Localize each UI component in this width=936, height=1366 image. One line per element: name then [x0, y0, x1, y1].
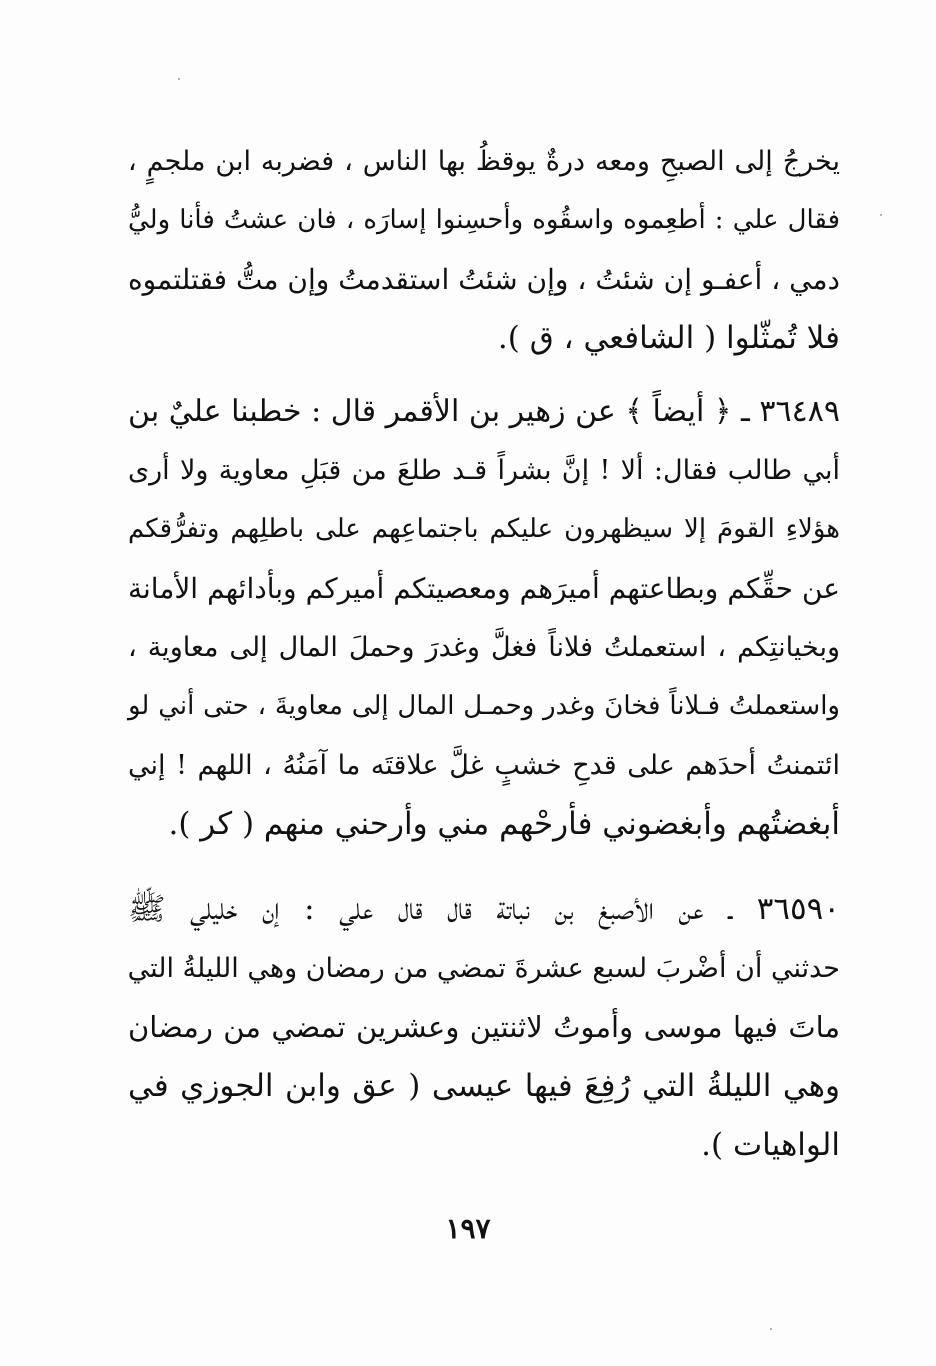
scan-speck [770, 1328, 772, 1330]
text-line: أبي طالب فقال: ألا ! إنَّ بشراً قـد طلعَ من قبَلِ معاوية ولا أرى [128, 455, 840, 486]
text-line: الواهيات ). [701, 1127, 840, 1163]
text-line: حدثني أن أضْربَ لسبع عشرةَ تمضي من رمضان وهي الليلةُ التي [127, 953, 840, 984]
text-line: دمي ، أعفـو إن شئتُ ، وإن شئتُ استقدمتُ وإن متُّ فقتلتموه [128, 263, 840, 296]
text-line: ٣٦٤٨٩ ـ ﴿ أيضاً ﴾ عن زهير بن الأقمر قال : خطبنا عليٌ بن [128, 394, 840, 429]
text-line: وبخيانتِكم ، استعملتُ فلاناً فغلَّ وغدرَ وحملَ المال إلى معاوية ، [128, 632, 840, 663]
text-line: يخرجُ إلى الصبحِ ومعه درةٌ يوقظُ بها الناس ، فضربه ابن ملجمٍ ، [128, 146, 840, 177]
text-line: واستعملتُ فـلاناً فخانَ وغدر وحمـل المال إلى معاويةَ ، حتى أني لو [128, 691, 840, 721]
text-line: أبغضتُهم وأبغضوني فأرحْهم مني وأرحني منهم ( كر ). [168, 806, 840, 842]
scan-speck [178, 78, 180, 80]
text-line: ائتمنتُ أحدَهم على قدحِ خشبٍ غلَّ علاقتَه ما آمَنُهُ ، اللهم ! إني [128, 750, 840, 781]
text-line: وهي الليلةُ التي رُفِعَ فيها عيسى ( عق وابن الجوزي في [128, 1068, 840, 1104]
hadith-36590 [128, 880, 840, 1175]
text-line: هؤلاءِ القومَ إلا سيظهرون عليكم باجتماعِهم على باطلِهم وتفرُّقكم [128, 514, 840, 544]
text-line: عن حقِّكم وبطاعتهم أميرَهم ومعصيتكم أميركم وبأدائهم الأمانة [128, 572, 840, 605]
hadith-36489 [128, 382, 840, 854]
text-line: فقال علي : أطعِموه واسقُوه وأحسِنوا إسارَه ، فان عشتُ فأنا وليُّ [128, 205, 840, 235]
page-number: ١٩٧ [445, 1212, 491, 1245]
text-line: ٣٦٥٩٠ ـ عن الأصبغ بن نباتة قال قال علي : إن خليلي ﷺ [128, 891, 840, 927]
text-line: فلا تُمثّلوا ( الشافعي ، ق ). [497, 320, 840, 356]
scan-speck [880, 214, 882, 216]
text-line: ماتَ فيها موسى وأموتُ لاثنتين وعشرين تمضي من رمضان [128, 1010, 840, 1044]
paragraph-1 [128, 132, 840, 368]
